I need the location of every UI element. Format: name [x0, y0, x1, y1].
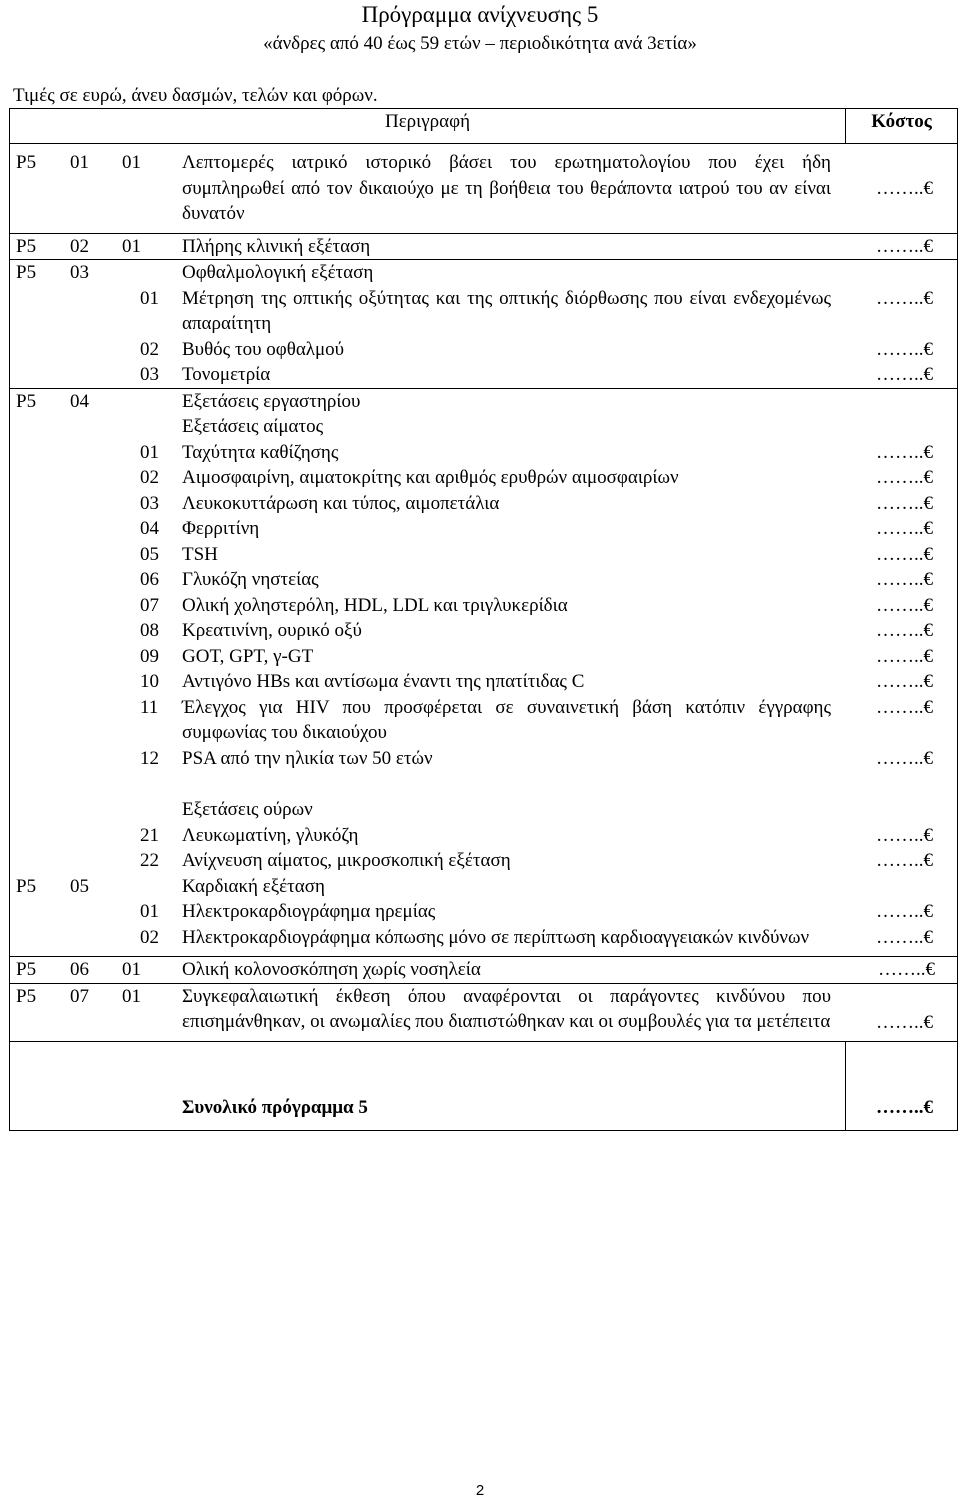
code-section: 07	[70, 985, 89, 1007]
item-description: Ταχύτητα καθίζησης	[182, 441, 339, 463]
list-item	[10, 746, 957, 772]
code-item: 01	[122, 152, 141, 173]
item-description: Λεπτομερές ιατρικό ιστορικό βάσει του ερωτηματολογίου που έχει ήδη συμπληρωθεί από τον δικαιούχο με τη βοήθεια του θεράποντα ιατρού του αν είναι δυνατόν	[182, 152, 831, 224]
item-cost: ……..€	[876, 747, 933, 769]
item-cost: ……..€	[876, 441, 933, 463]
item-description: Κρεατινίνη, ουρικό οξύ	[182, 620, 362, 641]
item-description: Λευκωματίνη, γλυκόζη	[182, 824, 359, 846]
code-item: 04	[140, 518, 159, 539]
code-section: 04	[70, 390, 89, 412]
total-cost: ……..€	[876, 1096, 933, 1118]
item-cost: ……..€	[876, 850, 933, 871]
page-number: 2	[475, 1482, 485, 1499]
item-description: Αιμοσφαιρίνη, αιματοκρίτης και αριθμός ερυθρών αιμοσφαιρίων	[182, 467, 679, 488]
list-item	[10, 286, 957, 337]
code-item: 01	[140, 901, 159, 922]
item-cost: ……..€	[876, 467, 933, 488]
item-description: Γλυκόζη νηστείας	[182, 569, 319, 590]
code-item: 02	[140, 338, 159, 360]
item-description: Βυθός του οφθαλμού	[182, 338, 345, 360]
item-description: GOT, GPT, γ-GT	[182, 645, 314, 667]
item-description: Λευκοκυττάρωση και τύπος, αιμοπετάλια	[182, 492, 500, 514]
code-group: P5	[16, 985, 37, 1007]
page-subtitle: «άνδρες από 40 έως 59 ετών – περιοδικότητα ανά 3ετία»	[263, 33, 697, 54]
code-item: 22	[140, 850, 159, 871]
item-cost: ……..€	[876, 569, 933, 590]
code-item: 02	[140, 926, 159, 948]
item-description: Ηλεκτροκαρδιογράφημα ηρεμίας	[182, 901, 436, 922]
total-row	[10, 1042, 958, 1131]
item-cost: ……..€	[876, 824, 933, 846]
list-item	[10, 797, 957, 823]
list-item	[10, 899, 957, 925]
code-section: 06	[70, 959, 89, 980]
item-description: Αντιγόνο HBs και αντίσωμα έναντι της ηπατίτιδας C	[182, 671, 585, 692]
table-row	[10, 983, 958, 1042]
code-item: 01	[140, 287, 159, 309]
list-item	[10, 516, 957, 542]
list-item	[10, 957, 957, 983]
list-item	[10, 491, 957, 517]
item-cost: ……..€	[876, 235, 933, 257]
list-item	[10, 593, 957, 619]
code-group: P5	[16, 235, 37, 257]
code-item: 03	[140, 492, 159, 514]
code-section: 03	[70, 262, 89, 283]
code-item: 02	[140, 467, 159, 488]
item-description: Συγκεφαλαιωτική έκθεση όπου αναφέρονται οι παράγοντες κινδύνου που επισημάνθηκαν, οι ανωμαλίες που διαπιστώθηκαν και οι συμβουλές για τα μετέπειτα	[182, 985, 831, 1032]
code-item: 03	[140, 364, 159, 385]
list-item	[10, 440, 957, 466]
list-item	[10, 542, 957, 568]
code-group: P5	[16, 152, 37, 173]
list-item	[10, 465, 957, 491]
code-group: P5	[16, 959, 37, 980]
item-cost: ……..€	[876, 645, 933, 667]
list-item	[10, 389, 957, 415]
table-header-row	[10, 109, 958, 144]
list-item	[10, 925, 957, 951]
list-item	[10, 669, 957, 695]
table-row	[10, 144, 958, 234]
code-section: 02	[70, 235, 89, 257]
code-item: 01	[140, 441, 159, 463]
item-description: Έλεγχος για HIV που προσφέρεται σε συναινετική βάση κατόπιν έγγραφης συμφωνίας του δικαιούχου	[182, 696, 831, 743]
item-cost: ……..€	[876, 696, 933, 718]
list-item	[10, 874, 957, 900]
item-description: PSA από την ηλικία των 50 ετών	[182, 747, 433, 769]
item-cost: ……..€	[876, 338, 933, 360]
list-item	[10, 644, 957, 670]
item-cost: ……..€	[876, 901, 933, 922]
item-description: Εξετάσεις αίματος	[182, 416, 324, 437]
code-section: 05	[70, 875, 89, 897]
table-row	[10, 957, 958, 984]
item-cost: ……..€	[876, 594, 933, 616]
table-row	[10, 260, 958, 389]
list-item	[10, 984, 957, 1036]
code-section: 01	[70, 152, 89, 173]
code-item: 05	[140, 543, 159, 565]
list-item	[10, 362, 957, 388]
item-cost: ……..€	[876, 620, 933, 641]
item-description: Φερριτίνη	[182, 518, 260, 539]
code-item: 09	[140, 645, 159, 667]
item-description: Πλήρης κλινική εξέταση	[182, 235, 371, 257]
item-description: Ολική χοληστερόλη, HDL, LDL και τριγλυκερίδια	[182, 594, 568, 616]
item-cost: ……..€	[876, 926, 933, 948]
price-note: Τιμές σε ευρώ, άνευ δασμών, τελών και φόρων.	[13, 85, 378, 106]
code-item: 01	[122, 235, 141, 257]
item-cost: ……..€	[876, 543, 933, 565]
list-item	[10, 414, 957, 440]
code-item: 08	[140, 620, 159, 641]
description-header: Περιγραφή	[10, 109, 846, 144]
item-description: Οφθαλμολογική εξέταση	[182, 262, 374, 283]
item-cost: ……..€	[876, 671, 933, 692]
code-item: 01	[122, 959, 141, 980]
code-item: 21	[140, 824, 159, 846]
item-description: Εξετάσεις ούρων	[182, 799, 313, 820]
list-item	[10, 260, 957, 286]
list-item	[10, 823, 957, 849]
cost-header: Κόστος	[846, 109, 958, 144]
item-description: Μέτρηση της οπτικής οξύτητας και της οπτικής διόρθωσης που είναι ενδεχομένως απαραίτητη	[182, 287, 831, 334]
list-item	[10, 618, 957, 644]
item-cost: ……..€	[876, 287, 933, 309]
code-group: P5	[16, 875, 37, 897]
list-item	[10, 695, 957, 746]
code-item: 01	[122, 985, 141, 1007]
item-cost: ……..€	[876, 518, 933, 539]
list-item	[10, 234, 957, 260]
list-item	[10, 337, 957, 363]
item-description: Τονομετρία	[182, 364, 271, 385]
total-label: Συνολικό πρόγραμμα 5	[182, 1096, 368, 1118]
code-group: P5	[16, 390, 37, 412]
item-cost: ……..€	[876, 492, 933, 514]
item-description: Εξετάσεις εργαστηρίου	[182, 390, 361, 412]
list-item	[10, 848, 957, 874]
item-cost: ……..€	[876, 364, 933, 385]
code-item: 07	[140, 594, 159, 616]
code-item: 11	[140, 696, 159, 718]
item-description: Καρδιακή εξέταση	[182, 875, 325, 897]
item-description: TSH	[182, 543, 218, 565]
item-description: Ανίχνευση αίματος, μικροσκοπική εξέταση	[182, 850, 511, 871]
item-cost: ……..€	[876, 1011, 933, 1033]
table-row	[10, 388, 958, 957]
list-item	[10, 150, 957, 227]
item-description: Ηλεκτροκαρδιογράφημα κόπωσης μόνο σε περίπτωση καρδιοαγγειακών κινδύνων	[182, 926, 810, 948]
spacer	[10, 771, 957, 797]
code-item: 10	[140, 671, 159, 692]
item-cost: ……..€	[878, 959, 935, 980]
screening-table	[9, 108, 958, 1131]
code-item: 06	[140, 569, 159, 590]
page-title: Πρόγραμμα ανίχνευσης 5	[361, 2, 599, 27]
table-row	[10, 233, 958, 260]
code-item: 12	[140, 747, 159, 769]
code-group: P5	[16, 262, 37, 283]
list-item	[10, 567, 957, 593]
item-cost: ……..€	[876, 178, 933, 199]
item-description: Ολική κολονοσκόπηση χωρίς νοσηλεία	[182, 959, 481, 980]
